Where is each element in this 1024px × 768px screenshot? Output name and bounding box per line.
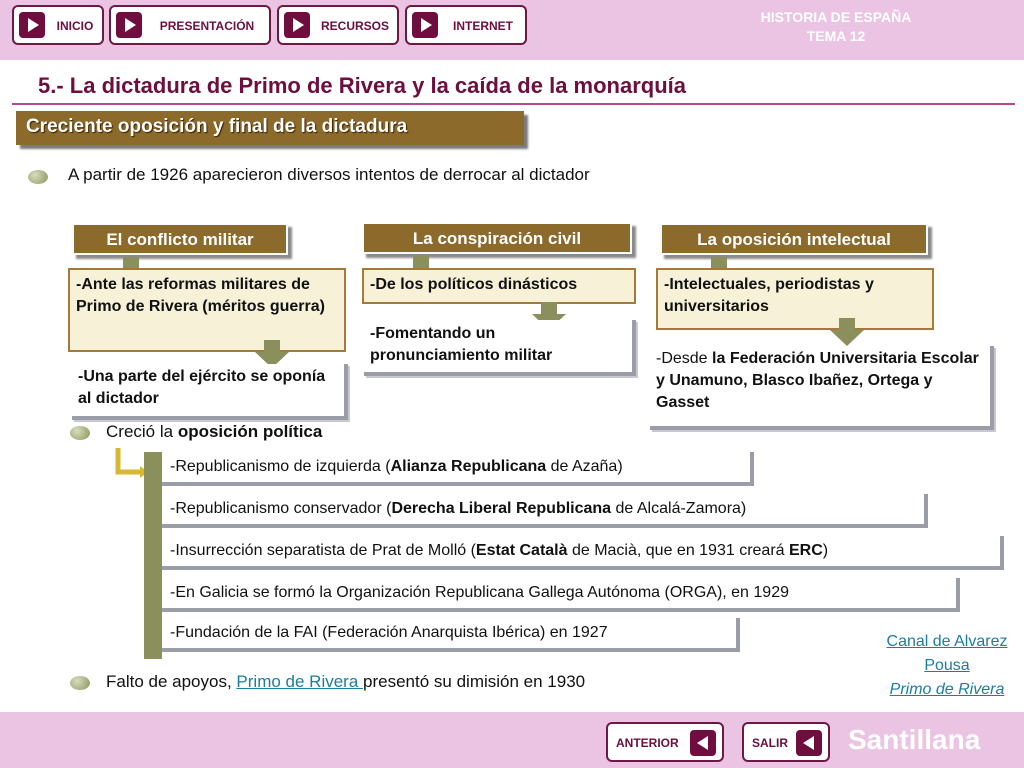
category-intellectual-box1: -Intelectuales, periodistas y universitarios: [656, 268, 934, 330]
final-suffix: presentó su dimisión en 1930: [363, 672, 586, 691]
row-bold: Estat Català: [475, 542, 568, 559]
list-item: [162, 618, 740, 652]
nav-internet-label: INTERNET: [453, 19, 513, 33]
side-links: [870, 630, 1024, 702]
category-military-header: El conflicto militar: [72, 223, 288, 255]
branch-arrow-icon: [112, 446, 148, 480]
nav-presentacion-button[interactable]: [109, 5, 271, 45]
category-military-box2: -Una parte del ejército se oponía al dictador: [72, 364, 348, 420]
row-text: -En Galicia se formó la Organización Republicana Gallega Autónoma (ORGA), en 1929: [170, 584, 789, 601]
row-text: -Insurrección separatista de Prat de Molló (: [170, 542, 476, 559]
opposition-prefix: Creció la: [106, 422, 178, 441]
nav-recursos-button[interactable]: [277, 5, 399, 45]
row-text: -Republicanismo de izquierda (: [170, 458, 391, 475]
box2-prefix: -Desde: [656, 350, 713, 367]
list-item: [162, 452, 754, 486]
list-connector-bar: [144, 452, 162, 659]
header-tema: [726, 8, 946, 46]
nav-presentacion-label: PRESENTACIÓN: [159, 19, 255, 33]
row-text: de Alcalá-Zamora): [611, 500, 747, 517]
final-text: [106, 672, 585, 692]
anterior-button[interactable]: [606, 722, 724, 762]
row-bold: ERC: [789, 542, 823, 559]
row-text: -Fundación de la FAI (Federación Anarquista Ibérica) en 1927: [170, 624, 608, 641]
section-subtitle: Creciente oposición y final de la dictadura: [16, 111, 524, 145]
category-civil-box2: -Fomentando un pronunciamiento militar: [364, 320, 636, 376]
canal-alvarez-pousa-link[interactable]: Canal de Alvarez Pousa: [886, 633, 1008, 674]
page-title: 5.- La dictadura de Primo de Rivera y la caída de la monarquía: [38, 73, 687, 98]
opposition-bold: oposición política: [177, 422, 323, 441]
row-bold: Alianza Republicana: [390, 458, 547, 475]
row-text: de Macià, que en 1931 creará: [567, 542, 789, 559]
row-text: ): [822, 542, 829, 559]
brand-logo: Santillana: [848, 724, 981, 755]
category-intellectual-header: La oposición intelectual: [660, 223, 928, 255]
intro-text: A partir de 1926 aparecieron diversos intentos de derrocar al dictador: [68, 165, 590, 184]
anterior-label: ANTERIOR: [616, 736, 679, 750]
play-icon: [412, 12, 438, 38]
row-text: de Azaña): [546, 458, 623, 475]
box2-bold: la Federación Universitaria Escolar y Unamuno, Blasco Ibañez, Ortega y Gasset: [656, 350, 979, 411]
category-military-box1: -Ante las reformas militares de Primo de Rivera (méritos guerra): [68, 268, 346, 352]
back-arrow-icon: [690, 730, 716, 756]
primo-de-rivera-link[interactable]: Primo de Rivera: [236, 672, 364, 691]
play-icon: [284, 12, 310, 38]
title-divider: [12, 103, 1015, 105]
row-bold: Derecha Liberal Republicana: [391, 500, 612, 517]
bullet-icon: [70, 426, 90, 440]
back-arrow-icon: [796, 730, 822, 756]
category-civil-box1: -De los políticos dinásticos: [362, 268, 636, 304]
nav-inicio-label: INICIO: [56, 19, 94, 33]
play-icon: [19, 12, 45, 38]
bullet-icon: [28, 170, 48, 184]
row-text: -Republicanismo conservador (: [170, 500, 392, 517]
nav-internet-button[interactable]: [405, 5, 527, 45]
nav-inicio-button[interactable]: [12, 5, 104, 45]
play-icon: [116, 12, 142, 38]
final-prefix: Falto de apoyos,: [106, 672, 237, 691]
bullet-icon: [70, 676, 90, 690]
salir-label: SALIR: [752, 736, 788, 750]
list-item: [162, 578, 960, 612]
category-civil-header: La conspiración civil: [362, 222, 632, 254]
header-line1: HISTORIA DE ESPAÑA: [760, 9, 912, 25]
nav-recursos-label: RECURSOS: [320, 19, 389, 33]
list-item: [162, 536, 1004, 570]
opposition-text: [106, 422, 322, 442]
down-arrow-icon: [830, 318, 864, 346]
salir-button[interactable]: [742, 722, 830, 762]
category-intellectual-box2: [650, 346, 994, 430]
list-item: [162, 494, 928, 528]
header-line2: TEMA 12: [806, 28, 866, 44]
primo-de-rivera-side-link[interactable]: Primo de Rivera: [889, 681, 1005, 698]
